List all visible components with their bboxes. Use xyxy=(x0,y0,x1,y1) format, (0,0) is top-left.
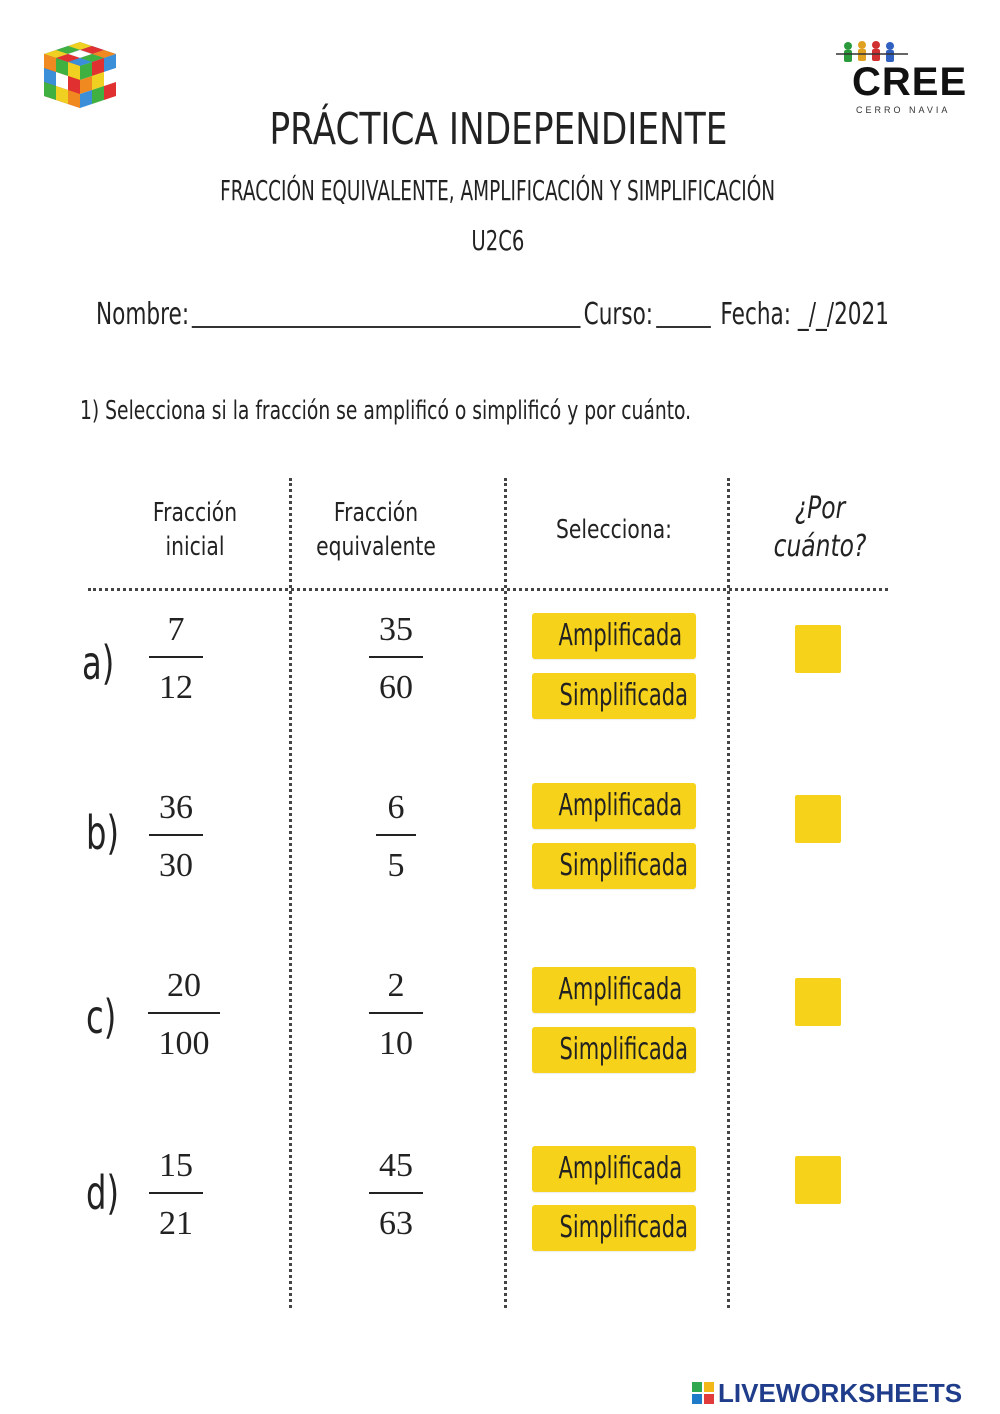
instruction-text: 1) Selecciona si la fracción se amplificó o simplificó y por cuánto. xyxy=(80,396,692,426)
initial-fraction-b xyxy=(146,790,206,884)
row-letter-d: d) xyxy=(86,1166,120,1220)
fraction-bar xyxy=(149,834,203,836)
numerator: 2 xyxy=(387,967,405,1004)
name-label: Nombre: xyxy=(96,297,190,332)
fraction-bar xyxy=(369,656,423,658)
amplify-option-label: Amplificada xyxy=(558,1151,683,1186)
answer-input-c[interactable] xyxy=(795,978,841,1026)
amplify-option-d[interactable] xyxy=(532,1146,696,1192)
liveworksheets-icon xyxy=(692,1382,714,1404)
initial-fraction-d xyxy=(146,1148,206,1242)
header-initial-line1: Fracción xyxy=(152,498,238,528)
equivalent-fraction-a xyxy=(366,612,426,706)
denominator: 60 xyxy=(379,669,413,706)
simplify-option-d[interactable] xyxy=(532,1205,696,1251)
numerator: 7 xyxy=(167,611,185,648)
denominator: 5 xyxy=(387,847,405,884)
simplify-option-label: Simplificada xyxy=(559,678,688,713)
equivalent-fraction-d xyxy=(366,1148,426,1242)
answer-input-d[interactable] xyxy=(795,1156,841,1204)
date-value: _/_/2021 xyxy=(797,297,890,332)
column-divider xyxy=(289,478,292,1308)
header-by-how-much-line1: ¿Por xyxy=(794,491,846,526)
amplify-option-label: Amplificada xyxy=(558,618,683,653)
liveworksheets-logo xyxy=(692,1378,992,1408)
denominator: 21 xyxy=(159,1205,193,1242)
rubik-cube-icon xyxy=(42,40,118,110)
initial-fraction-a xyxy=(146,612,206,706)
row-letter-b: b) xyxy=(86,806,120,860)
header-divider xyxy=(88,588,888,591)
answer-input-a[interactable] xyxy=(795,625,841,673)
simplify-option-label: Simplificada xyxy=(559,848,688,883)
date-label: Fecha: xyxy=(720,297,792,332)
initial-fraction-c xyxy=(146,968,222,1062)
denominator: 10 xyxy=(379,1025,413,1062)
header-initial-fraction xyxy=(137,496,254,564)
simplify-option-c[interactable] xyxy=(532,1027,696,1073)
numerator: 20 xyxy=(167,967,201,1004)
amplify-option-label: Amplificada xyxy=(558,788,683,823)
header-by-how-much xyxy=(758,490,883,566)
page-title: PRÁCTICA INDEPENDIENTE xyxy=(269,104,728,155)
header-equivalent-line2: equivalente xyxy=(316,532,436,562)
column-divider xyxy=(727,478,730,1308)
header-equivalent-fraction xyxy=(314,496,439,564)
simplify-option-a[interactable] xyxy=(532,673,696,719)
fraction-bar xyxy=(149,1192,203,1194)
amplify-option-c[interactable] xyxy=(532,967,696,1013)
equivalent-fraction-b xyxy=(366,790,426,884)
fraction-bar xyxy=(149,656,203,658)
fraction-bar xyxy=(148,1012,220,1014)
header-by-how-much-line2: cuánto? xyxy=(773,529,867,564)
denominator: 12 xyxy=(159,669,193,706)
answer-input-b[interactable] xyxy=(795,795,841,843)
simplify-option-b[interactable] xyxy=(532,843,696,889)
amplify-option-label: Amplificada xyxy=(558,972,683,1007)
name-field[interactable] xyxy=(192,292,581,328)
page-subtitle: FRACCIÓN EQUIVALENTE, AMPLIFICACIÓN Y SIMPLIFICACIÓN xyxy=(220,174,776,207)
cree-logo-text: CREE xyxy=(852,60,968,104)
cree-logo-subtext: CERRO NAVIA xyxy=(856,105,951,115)
course-field[interactable] xyxy=(656,292,711,328)
header-equivalent-line1: Fracción xyxy=(333,498,419,528)
amplify-option-a[interactable] xyxy=(532,613,696,659)
course-label: Curso: xyxy=(583,297,654,332)
denominator: 100 xyxy=(158,1025,210,1062)
column-divider xyxy=(504,478,507,1308)
numerator: 6 xyxy=(387,789,405,826)
numerator: 15 xyxy=(159,1147,193,1184)
liveworksheets-text: LIVEWORKSHEETS xyxy=(718,1378,963,1408)
page-code: U2C6 xyxy=(471,224,525,257)
denominator: 30 xyxy=(159,847,193,884)
simplify-option-label: Simplificada xyxy=(559,1032,688,1067)
fraction-bar xyxy=(369,1192,423,1194)
header-initial-line2: inicial xyxy=(165,532,225,562)
equivalent-fraction-c xyxy=(366,968,426,1062)
simplify-option-label: Simplificada xyxy=(559,1210,688,1245)
numerator: 35 xyxy=(379,611,413,648)
student-info-line xyxy=(96,292,890,332)
amplify-option-b[interactable] xyxy=(532,783,696,829)
numerator: 45 xyxy=(379,1147,413,1184)
numerator: 36 xyxy=(159,789,193,826)
row-letter-c: c) xyxy=(86,990,117,1044)
header-select: Selecciona: xyxy=(556,515,672,545)
fraction-bar xyxy=(376,834,416,836)
fraction-bar xyxy=(369,1012,423,1014)
row-letter-a: a) xyxy=(82,636,115,690)
denominator: 63 xyxy=(379,1205,413,1242)
